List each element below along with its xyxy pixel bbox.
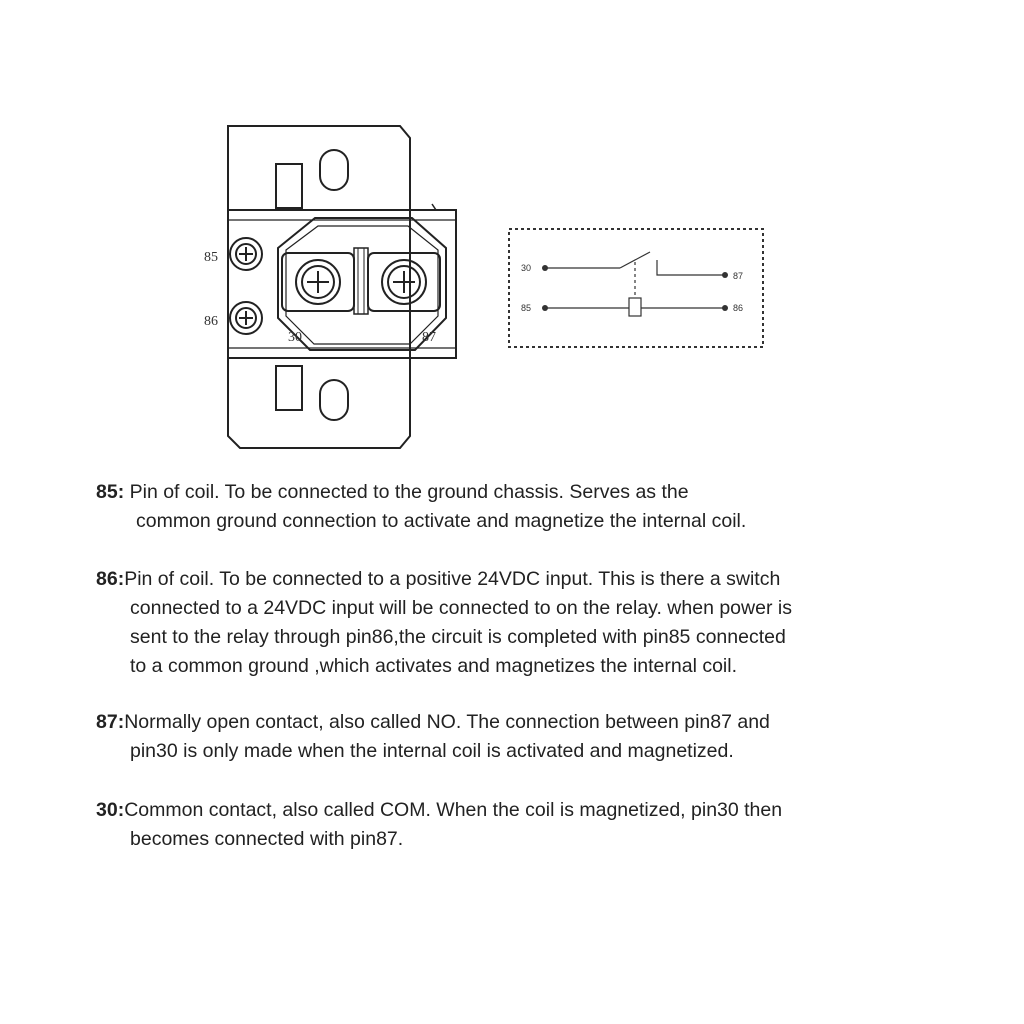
pin-87-heading: 87: <box>96 711 125 733</box>
description-30 <box>96 796 782 854</box>
schematic-87-label: 87 <box>733 271 744 281</box>
pin-85-heading: 85: <box>96 481 125 503</box>
description-86-line-3: sent to the relay through pin86,the circuit is completed with pin85 connected <box>130 626 786 648</box>
top-mounting-slot <box>320 150 348 190</box>
pin-86-label: 86 <box>204 314 218 329</box>
schematic-85-label: 85 <box>521 303 532 313</box>
pin-87-label: 87 <box>422 330 436 345</box>
description-86-line-2: connected to a 24VDC input will be connected to on the relay. when power is <box>130 597 792 619</box>
bottom-tab <box>276 366 302 410</box>
description-30-line-2: becomes connected with pin87. <box>130 828 404 850</box>
description-85-line-2: common ground connection to activate and magnetize the internal coil. <box>136 510 747 532</box>
relay-drawing <box>190 118 470 458</box>
switch-arm <box>620 252 650 268</box>
coil-symbol <box>629 298 641 316</box>
contact-line-87 <box>657 260 725 275</box>
schematic-30-label: 30 <box>521 263 532 273</box>
pin-85-label: 85 <box>204 250 218 265</box>
pin-30-heading: 30: <box>96 799 125 821</box>
description-85 <box>96 478 746 536</box>
schematic-border <box>509 229 763 347</box>
description-86-line-4: to a common ground ,which activates and magnetizes the internal coil. <box>130 655 737 677</box>
pin-30-label: 30 <box>288 330 302 345</box>
description-30-line-1: Common contact, also called COM. When the coil is magnetized, pin30 then <box>124 799 783 821</box>
terminal-85 <box>230 238 262 270</box>
relay-schematic <box>500 220 770 355</box>
pin-86-heading: 86: <box>96 568 125 590</box>
top-tab <box>276 164 302 208</box>
terminal-30 <box>282 253 354 311</box>
terminal-87 <box>368 253 440 311</box>
description-86 <box>96 565 792 681</box>
bottom-mounting-slot <box>320 380 348 420</box>
description-85-line-1: Pin of coil. To be connected to the ground chassis. Serves as the <box>124 481 689 503</box>
terminal-86 <box>230 302 262 334</box>
description-87 <box>96 708 770 766</box>
description-86-line-1: Pin of coil. To be connected to a positive 24VDC input. This is there a switch <box>124 568 781 590</box>
description-87-line-1: Normally open contact, also called NO. The connection between pin87 and <box>124 711 770 733</box>
description-87-line-2: pin30 is only made when the internal coil is activated and magnetized. <box>130 740 734 762</box>
schematic-86-label: 86 <box>733 303 744 313</box>
